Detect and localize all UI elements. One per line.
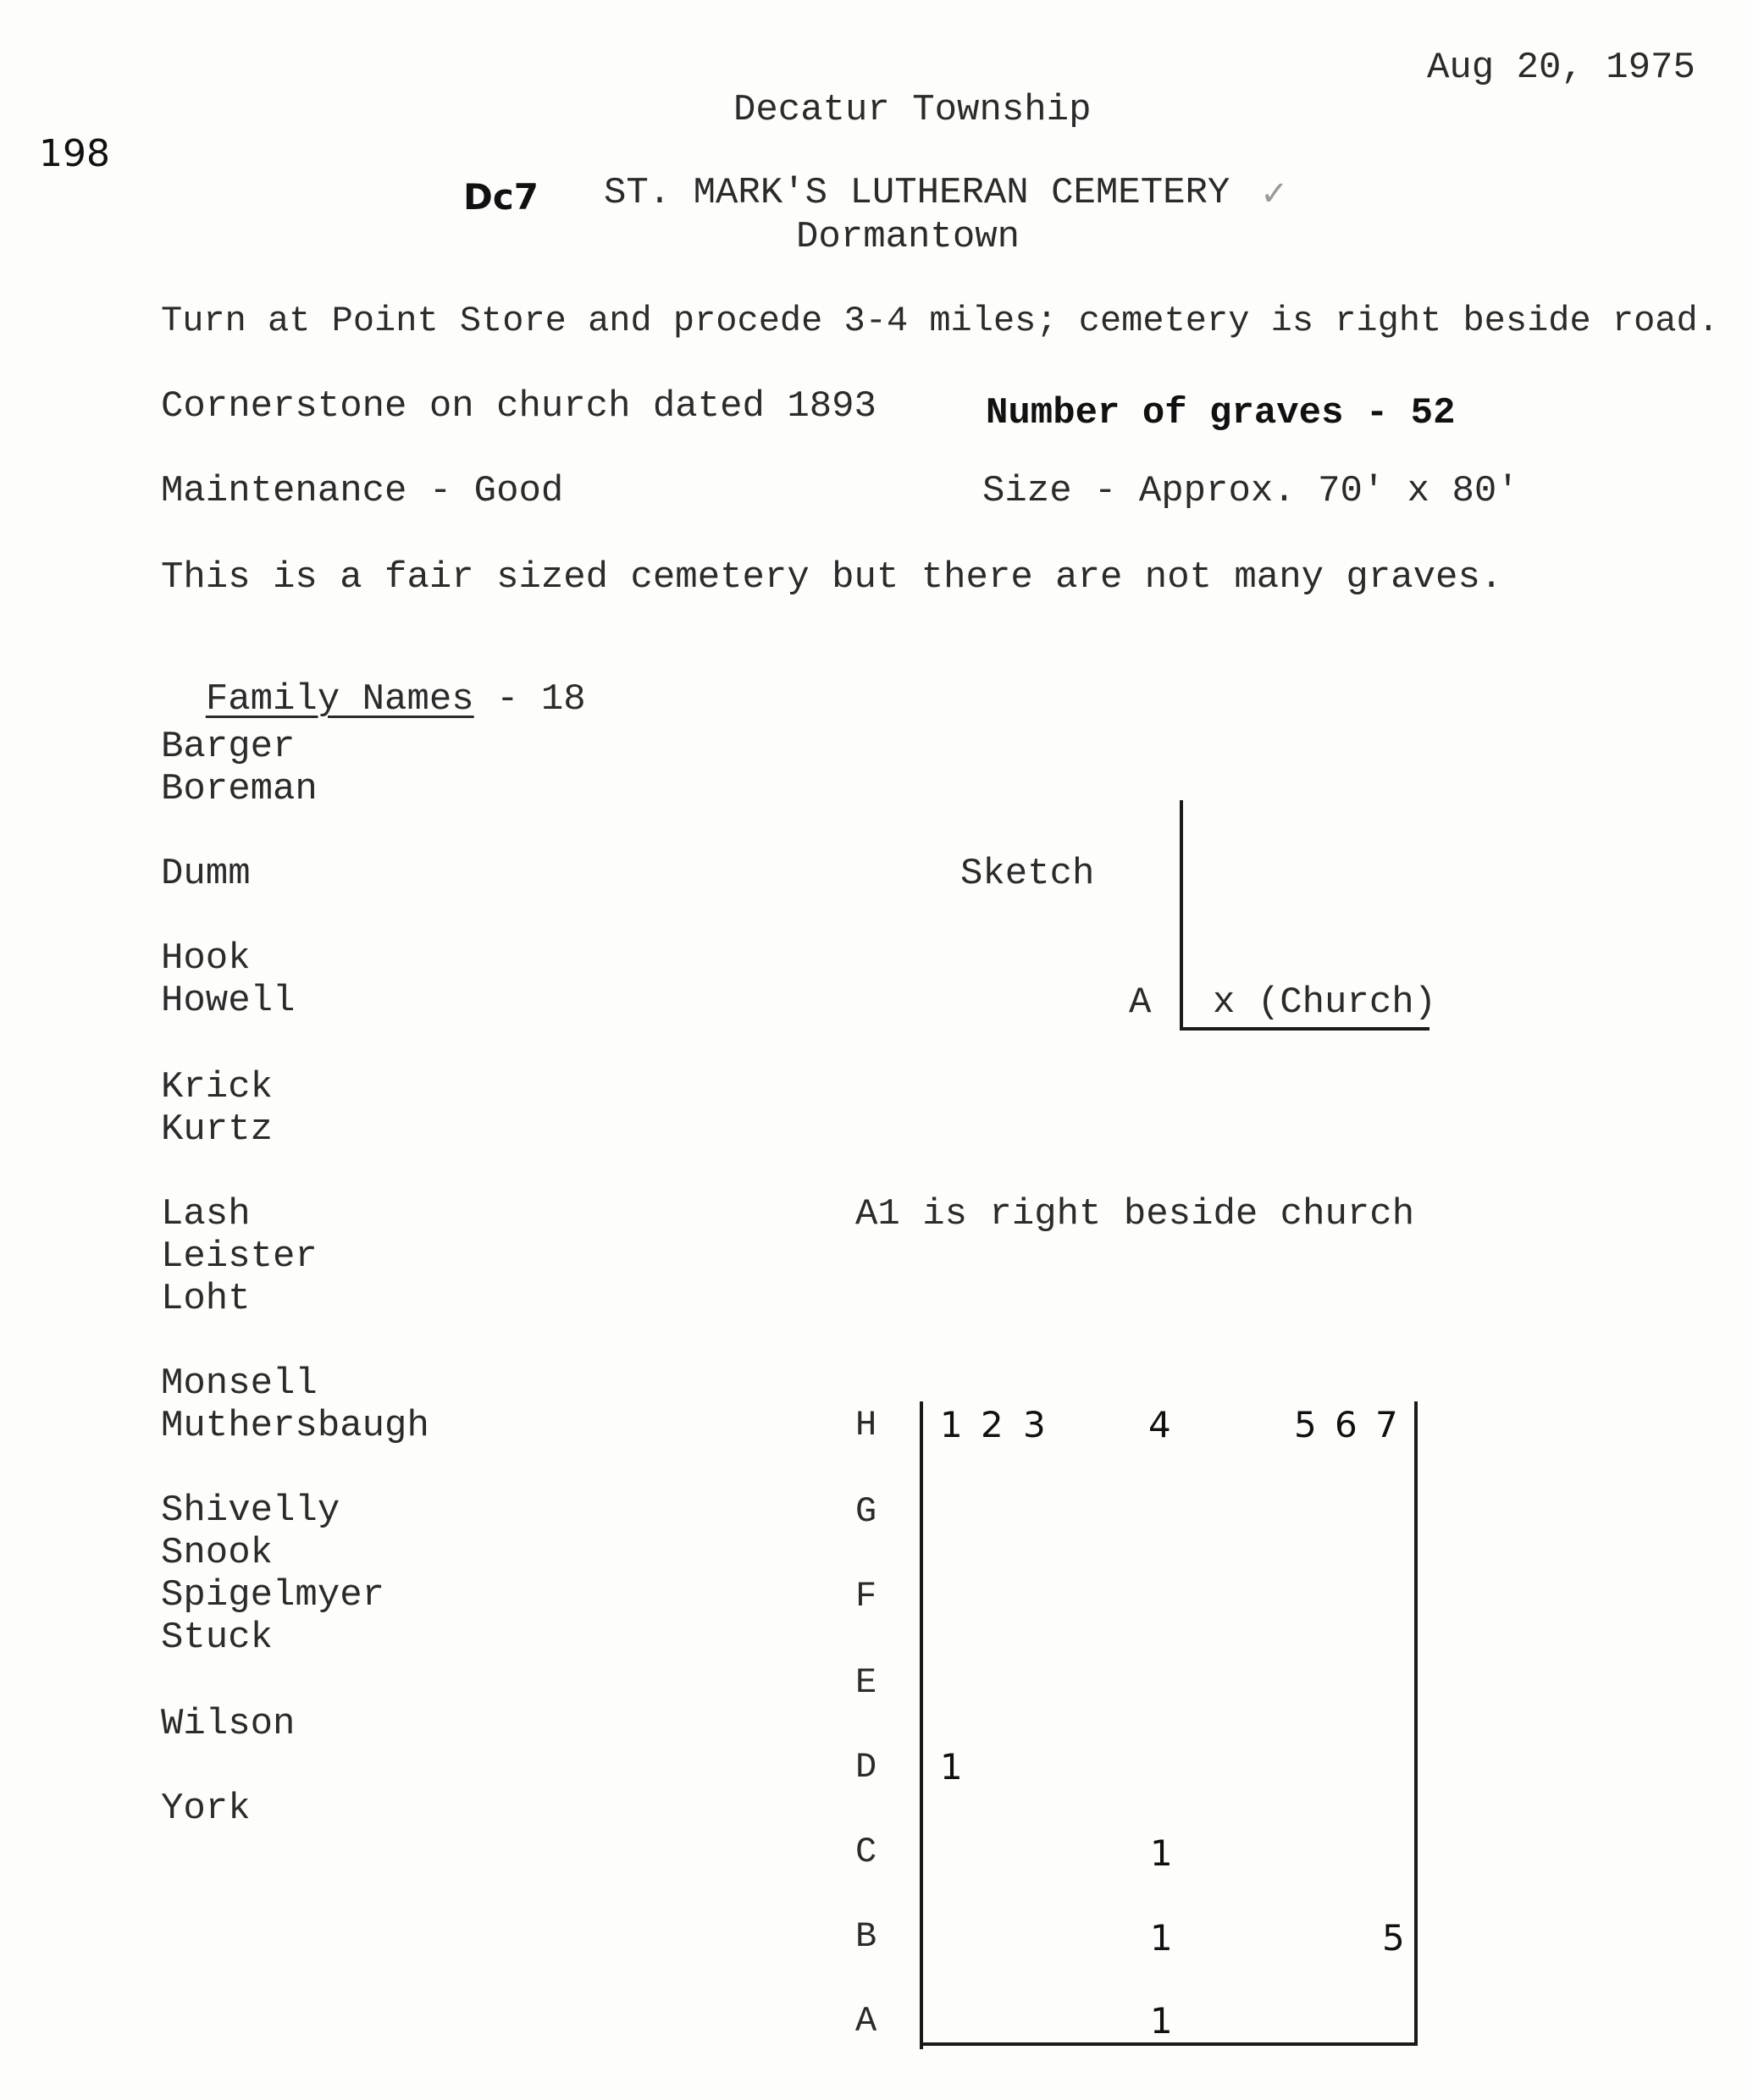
family-name: Lash [161,1193,251,1235]
family-name: Krick [161,1066,274,1108]
family-name: York [161,1788,251,1830]
grid-cell-h2: 2 [981,1404,1004,1445]
grid-row-label: A [855,2001,877,2042]
sketch-row-label: A [1129,981,1152,1024]
grid-row-label: C [855,1832,877,1872]
family-names-label: Family Names [205,678,474,721]
size: Size - Approx. 70' x 80' [982,470,1519,512]
family-name: Leister [161,1235,318,1278]
check-mark: ✓ [1260,174,1289,213]
grid-row-label: G [855,1491,877,1532]
grid-cell-h1: 1 [940,1404,963,1445]
family-name: Howell [161,980,296,1022]
grid-cell-h4: 4 [1148,1404,1171,1445]
family-name: Wilson [161,1703,296,1745]
family-name: Shivelly [161,1489,340,1532]
grid-row-label: B [855,1916,877,1957]
cemetery-code: Dc7 [463,176,539,218]
grid-row-label: H [855,1405,877,1445]
note: This is a fair sized cemetery but there are not many graves. [161,556,1503,599]
cornerstone: Cornerstone on church dated 1893 [161,385,876,428]
grid-left-border [920,1401,923,2049]
grid-row-label: E [855,1662,877,1703]
sketch-horizontal-line [1180,1027,1429,1031]
family-name: Spigelmyer [161,1574,385,1616]
family-name: Dumm [161,853,251,895]
grid-cell-h5: 5 [1294,1404,1317,1445]
family-name: Boreman [161,768,318,810]
family-names-heading [161,644,586,721]
grid-cell-b4: 1 [1150,1917,1173,1959]
family-name: Hook [161,937,251,980]
family-name: Loht [161,1278,251,1320]
family-name: Monsell [161,1362,318,1405]
graves-count: Number of graves - 52 [986,392,1456,434]
grid-cell-h6: 6 [1335,1404,1358,1445]
grid-cell-a4: 1 [1150,2000,1173,2042]
directions: Turn at Point Store and procede 3-4 miles; cemetery is right beside road. [161,301,1719,341]
location: Dormantown [796,216,1020,258]
grid-cell-c4: 1 [1150,1832,1173,1874]
grid-cell-h3: 3 [1023,1404,1046,1445]
maintenance: Maintenance - Good [161,470,564,512]
sketch-church-label: x (Church) [1213,981,1437,1024]
page-number: 198 [39,132,110,175]
grid-row-label: F [855,1576,877,1616]
family-name: Barger [161,726,296,768]
family-name: Muthersbaugh [161,1405,429,1447]
sketch-note: A1 is right beside church [855,1193,1415,1235]
family-names-count: - 18 [496,678,586,721]
date: Aug 20, 1975 [1427,47,1695,89]
grid-cell-b7: 5 [1382,1917,1405,1959]
family-name: Snook [161,1532,274,1574]
township-title: Decatur Township [733,89,1092,131]
family-name: Stuck [161,1616,274,1659]
family-name: Kurtz [161,1108,274,1151]
grid-cell-h7: 7 [1375,1404,1398,1445]
grid-bottom-border [920,2042,1418,2046]
grid-cell-d1: 1 [940,1746,963,1788]
grid-right-border [1414,1401,1418,2045]
cemetery-name: ST. MARK'S LUTHERAN CEMETERY [604,172,1230,214]
grid-row-label: D [855,1747,877,1788]
sketch-label: Sketch [960,853,1095,895]
sketch-vertical-line [1180,800,1183,1031]
